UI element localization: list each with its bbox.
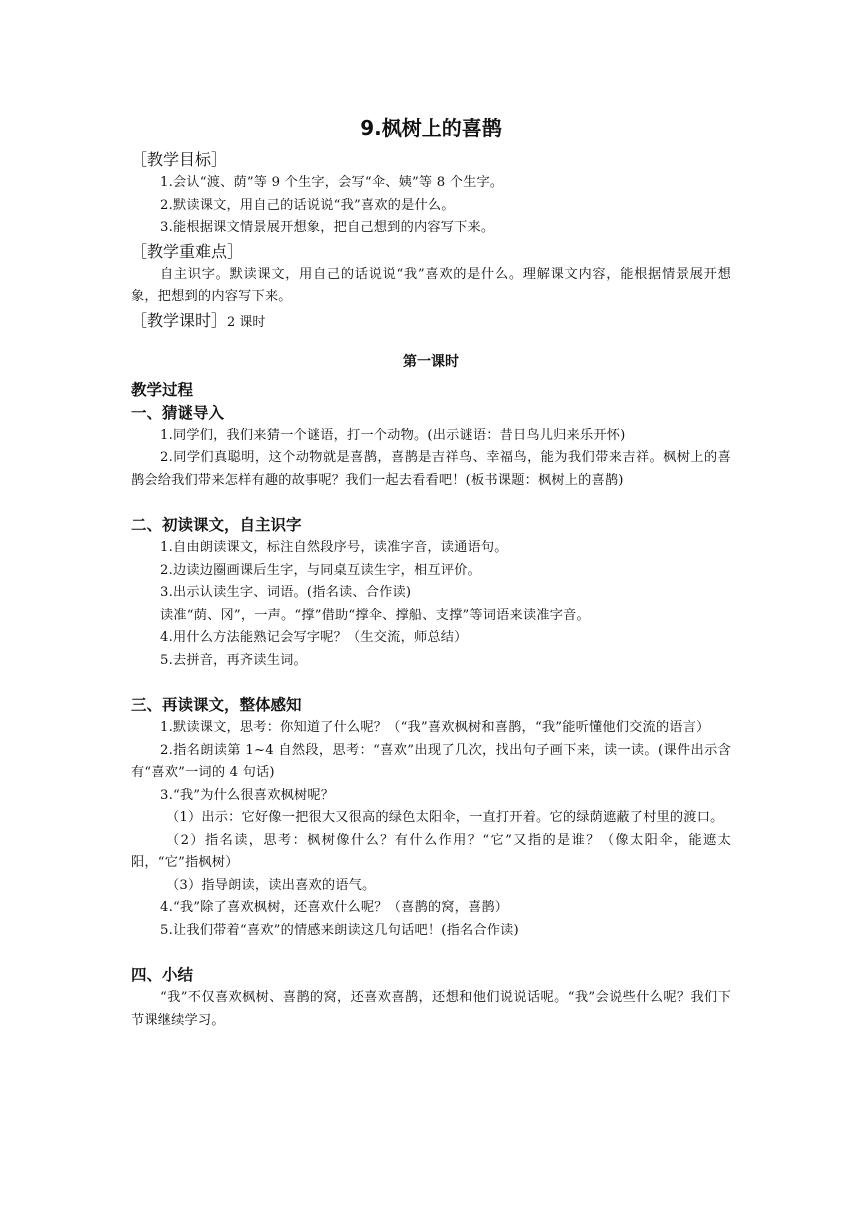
section-item: 2.同学们真聪明，这个动物就是喜鹊，喜鹊是吉祥鸟、幸福鸟，能为我们带来吉祥。枫树上的喜鹊会给我们带来怎样有趣的故事呢？我们一起去看看吧！(板书课题：枫树上的喜鹊) [131, 450, 731, 488]
section-item: （1）出示：它好像一把很大又很高的绿色太阳伞，一直打开着。它的绿荫遮蔽了村里的渡口。 [166, 810, 724, 825]
section-heading: 四、小结 [131, 966, 194, 984]
section-item: （3）指导朗读，读出喜欢的语气。 [166, 877, 376, 893]
section-item: 4.用什么方法能熟记会写字呢？（生交流，师总结） [160, 630, 468, 645]
goal-item: 1.会认“渡、荫”等 9 个生字，会写“伞、姨”等 8 个生字。 [160, 175, 504, 190]
section-heading: 一、猜谜导入 [131, 403, 225, 422]
key-points-text: 自主识字。默读课文，用自己的话说说“我”喜欢的是什么。理解课文内容，能根据情景展开想象，把想到的内容写下来。 [131, 266, 731, 304]
lesson-title: 第一课时 [403, 353, 459, 370]
section-item: 4.“我”除了喜欢枫树，还喜欢什么呢？（喜鹊的窝，喜鹊） [160, 900, 509, 915]
section-item: 2.指名朗读第 1~4 自然段，思考：“喜欢”出现了几次，找出句子画下来，读一读。(课件出示含有“喜欢”一词的 4 句话) [131, 742, 731, 780]
section-item: 2.边读边圈画课后生字，与同桌互读生字，相互评价。 [160, 562, 481, 578]
section-item: 读准“荫、冈”，一声。“撑”借助“撑伞、撑船、支撑”等词语来读准字音。 [160, 607, 590, 623]
page-title: 9.枫树上的喜鹊 [360, 116, 502, 140]
key-points-heading: ［教学重难点］ [131, 241, 244, 261]
section-item: 5.让我们带着“喜欢”的情感来朗读这几句话吧！(指名合作读) [160, 922, 519, 938]
spacer [131, 672, 731, 694]
spacer [131, 492, 731, 514]
section-item: “我”不仅喜欢枫树、喜鹊的窝，还喜欢喜鹊，还想和他们说说话呢。“我”会说些什么呢？我们下节课继续学习。 [131, 990, 731, 1028]
section-item: 1.自由朗读课文，标注自然段序号，读准字音，读通语句。 [160, 540, 508, 555]
spacer [131, 942, 731, 964]
goals-heading: ［教学目标］ [131, 150, 228, 169]
hours-value: 2 课时 [227, 314, 266, 330]
section-heading: 二、初读课文，自主识字 [131, 516, 302, 534]
process-heading: 教学过程 [131, 380, 194, 399]
lesson-plan [131, 114, 731, 1032]
goal-item: 3.能根据课文情景展开想象，把自己想到的内容写下来。 [160, 220, 495, 235]
goal-item: 2.默读课文，用自己的话说说“我”喜欢的是什么。 [160, 197, 455, 213]
section-item: 1.默读课文，思考：你知道了什么呢？（“我”喜欢枫树和喜鹊，“我”能听懂他们交流的语言） [160, 720, 710, 735]
section-item: 3.“我”为什么很喜欢枫树呢？ [160, 787, 335, 803]
section-item: （2）指名读，思考：枫树像什么？有什么作用？“它”又指的是谁？（像太阳伞，能遮太阳，“它”指枫树） [131, 832, 731, 870]
hours-line [131, 309, 731, 335]
section-item: 3.出示认读生字、词语。(指名读、合作读) [160, 585, 412, 600]
section-heading: 三、再读课文，整体感知 [131, 696, 302, 714]
hours-heading: ［教学课时］ [131, 310, 228, 330]
section-item: 5.去拼音，再齐读生词。 [160, 652, 307, 668]
section-item: 1.同学们，我们来猜一个谜语，打一个动物。(出示谜语：昔日鸟儿归来乐开怀) [160, 427, 626, 443]
